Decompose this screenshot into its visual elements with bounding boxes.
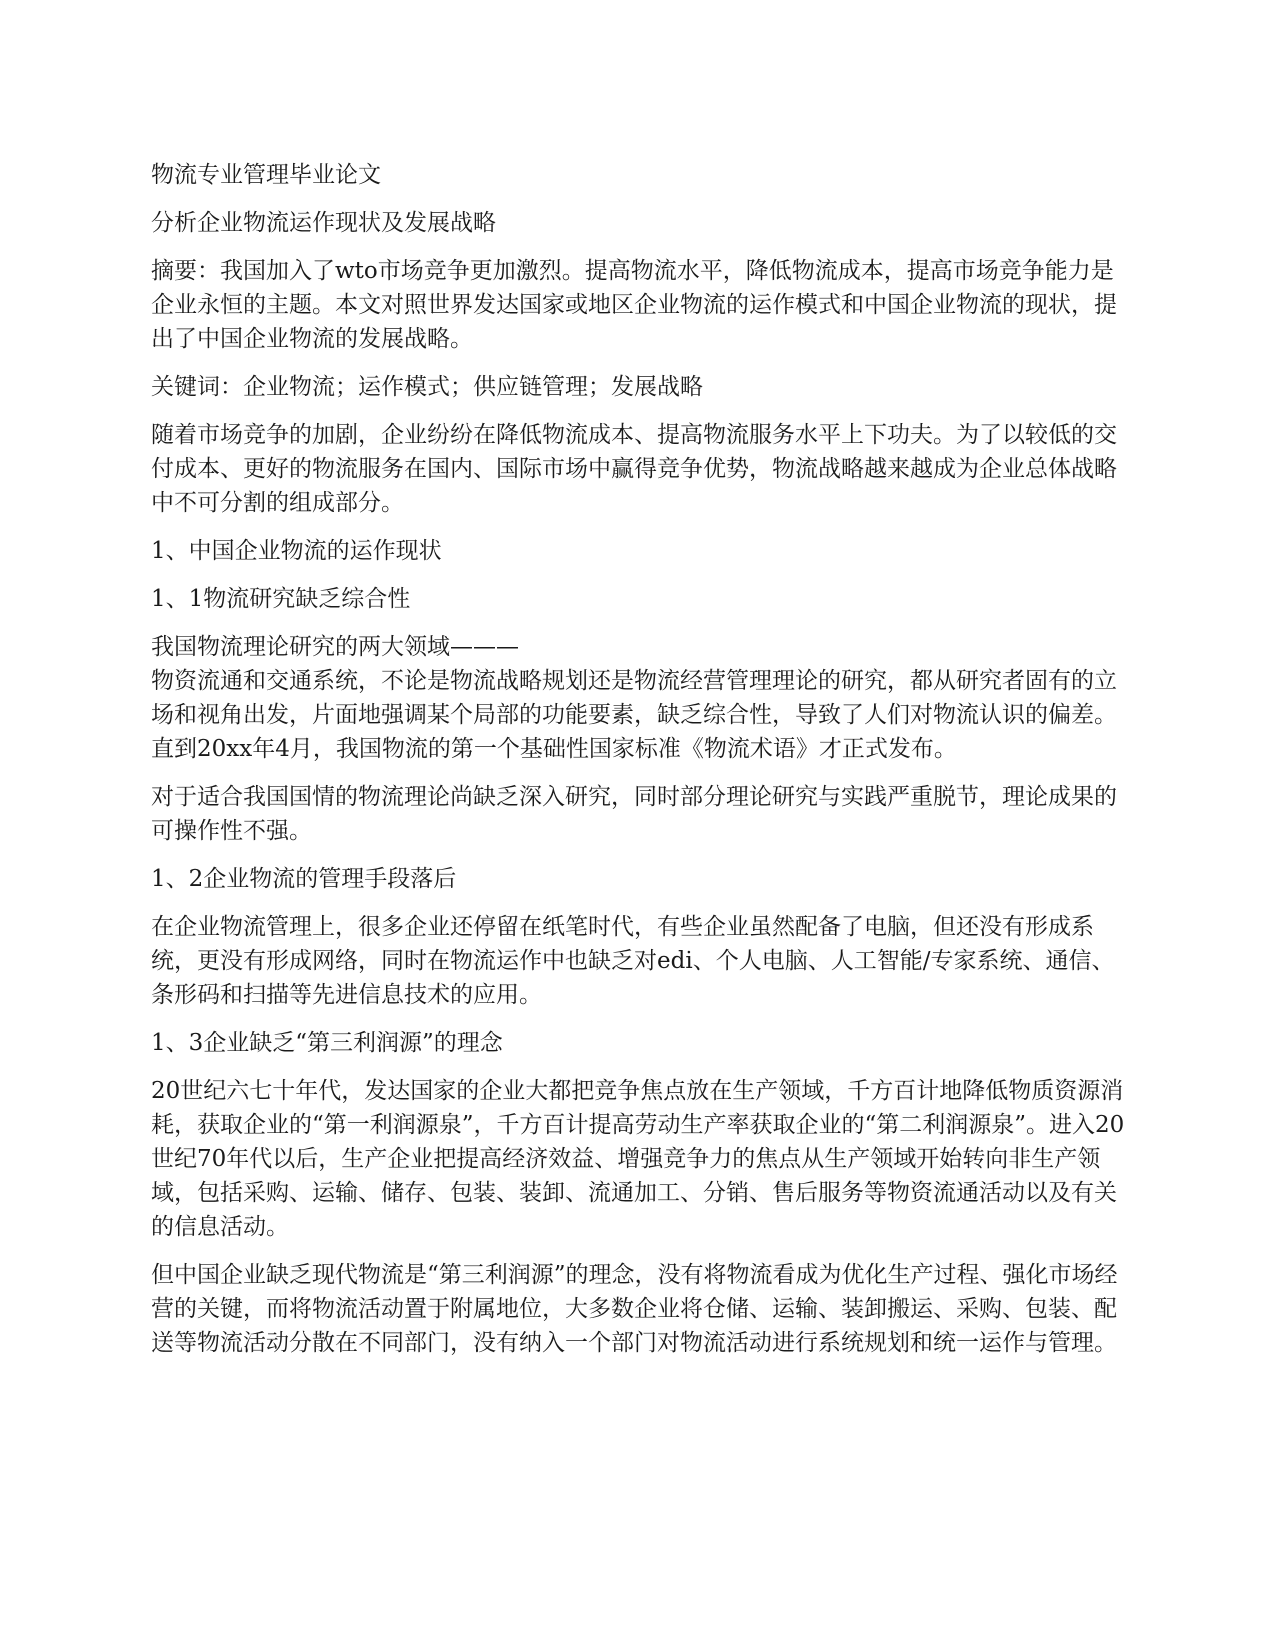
section-1-1-paragraph-1: 物资流通和交通系统，不论是物流战略规划还是物流经营管理理论的研究，都从研究者固有的立场和视角出发，片面地强调某个局部的功能要素，缺乏综合性，导致了人们对物流认识的偏差。直到20xx年4月，我国物流的第一个基础性国家标准《物流术语》才正式发布。	[151, 668, 1117, 762]
section-heading-1: 1、中国企业物流的运作现状	[151, 538, 442, 564]
document-page	[151, 158, 1131, 1374]
section-heading-1-1: 1、1物流研究缺乏综合性	[151, 586, 411, 612]
intro-paragraph: 随着市场竞争的加剧，企业纷纷在降低物流成本、提高物流服务水平上下功夫。为了以较低的交付成本、更好的物流服务在国内、国际市场中赢得竞争优势，物流战略越来越成为企业总体战略中不可分割的组成部分。	[151, 422, 1117, 516]
abstract-paragraph: 摘要：我国加入了wto市场竞争更加激烈。提高物流水平，降低物流成本，提高市场竞争能力是企业永恒的主题。本文对照世界发达国家或地区企业物流的运作模式和中国企业物流的现状，提出了中国企业物流的发展战略。	[151, 258, 1117, 352]
section-1-1-paragraph-2: 对于适合我国国情的物流理论尚缺乏深入研究，同时部分理论研究与实践严重脱节，理论成果的可操作性不强。	[151, 784, 1117, 844]
document-subtitle: 分析企业物流运作现状及发展战略	[151, 210, 496, 236]
section-heading-1-3: 1、3企业缺乏“第三利润源”的理念	[151, 1030, 503, 1056]
keywords-line: 关键词：企业物流；运作模式；供应链管理；发展战略	[151, 374, 703, 400]
section-heading-1-2: 1、2企业物流的管理手段落后	[151, 866, 457, 892]
section-1-3-paragraph-2: 但中国企业缺乏现代物流是“第三利润源”的理念，没有将物流看成为优化生产过程、强化市场经营的关键，而将物流活动置于附属地位，大多数企业将仓储、运输、装卸搬运、采购、包装、配送等物流活动分散在不同部门，没有纳入一个部门对物流活动进行系统规划和统一运作与管理。	[151, 1262, 1118, 1356]
section-1-2-paragraph: 在企业物流管理上，很多企业还停留在纸笔时代，有些企业虽然配备了电脑，但还没有形成系统，更没有形成网络，同时在物流运作中也缺乏对edi、个人电脑、人工智能/专家系统、通信、条形码和扫描等先进信息技术的应用。	[151, 914, 1115, 1008]
section-1-3-paragraph-1: 20世纪六七十年代，发达国家的企业大都把竞争焦点放在生产领域，千方百计地降低物质资源消耗，获取企业的“第一利润源泉”，千方百计提高劳动生产率获取企业的“第二利润源泉”。进入20世纪70年代以后，生产企业把提高经济效益、增强竞争力的焦点从生产领域开始转向非生产领域，包括采购、运输、储存、包装、装卸、流通加工、分销、售后服务等物资流通活动以及有关的信息活动。	[151, 1078, 1125, 1240]
section-1-1-lead: 我国物流理论研究的两大领域———	[151, 634, 519, 660]
document-title: 物流专业管理毕业论文	[151, 162, 381, 188]
